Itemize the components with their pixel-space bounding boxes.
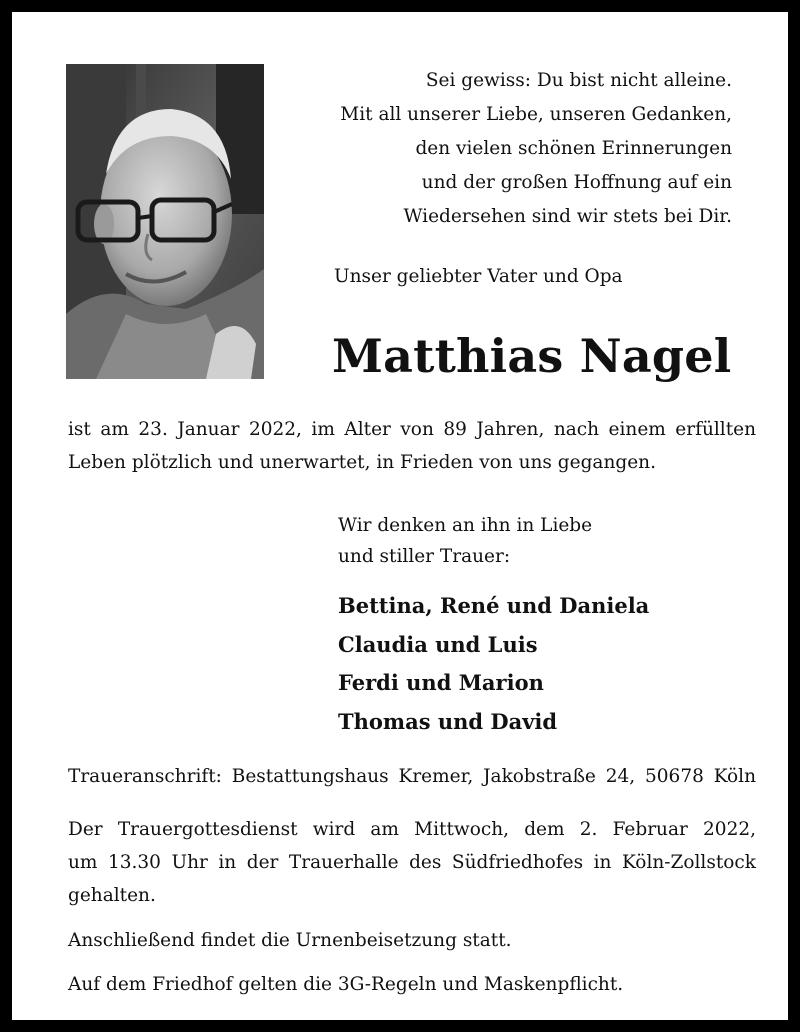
family-member: Bettina, René und Daniela [338, 593, 650, 618]
poem-line: Mit all unserer Liebe, unseren Gedanken, [340, 104, 732, 125]
family-member: Thomas und David [338, 708, 558, 734]
poem-line: Wiedersehen sind wir stets bei Dir. [403, 206, 732, 227]
poem-line: Sei gewiss: Du bist nicht alleine. [425, 70, 732, 91]
portrait-photo [66, 64, 264, 379]
poem-line: und der großen Hoffnung auf ein [421, 172, 732, 193]
poem-line: den vielen schönen Erinnerungen [415, 138, 732, 159]
funeral-service-info [68, 813, 756, 912]
service-line: gehalten. [68, 885, 156, 906]
deceased-name: Matthias Nagel [332, 329, 732, 383]
funeral-address [68, 760, 756, 793]
family-member: Claudia und Luis [338, 631, 538, 657]
mourning-statement [338, 510, 592, 572]
announcement-line: Leben plötzlich und unerwartet, in Frieden von uns gegangen. [68, 452, 656, 473]
memorial-poem [292, 64, 732, 234]
cemetery-rules-note: Auf dem Friedhof gelten die 3G-Regeln und Maskenpflicht. [68, 974, 624, 995]
service-line: Der Trauergottesdienst wird am Mittwoch, dem 2. Februar 2022, [68, 819, 756, 840]
mourning-line: Wir denken an ihn in Liebe [338, 515, 593, 536]
family-list [338, 587, 649, 741]
portrait-image [66, 64, 264, 379]
address-line: Traueranschrift: Bestattungshaus Kremer, Jakobstraße 24, 50678 Köln [68, 766, 756, 787]
death-announcement [68, 413, 756, 479]
mourning-line: und stiller Trauer: [338, 546, 511, 567]
urn-burial-note: Anschließend findet die Urnenbeisetzung statt. [68, 930, 512, 951]
announcement-line: ist am 23. Januar 2022, im Alter von 89 Jahren, nach einem erfüllten [68, 419, 756, 440]
relationship-intro: Unser geliebter Vater und Opa [334, 266, 623, 287]
service-line: um 13.30 Uhr in der Trauerhalle des Südfriedhofes in Köln-Zollstock [68, 852, 756, 873]
family-member: Ferdi und Marion [338, 670, 544, 695]
